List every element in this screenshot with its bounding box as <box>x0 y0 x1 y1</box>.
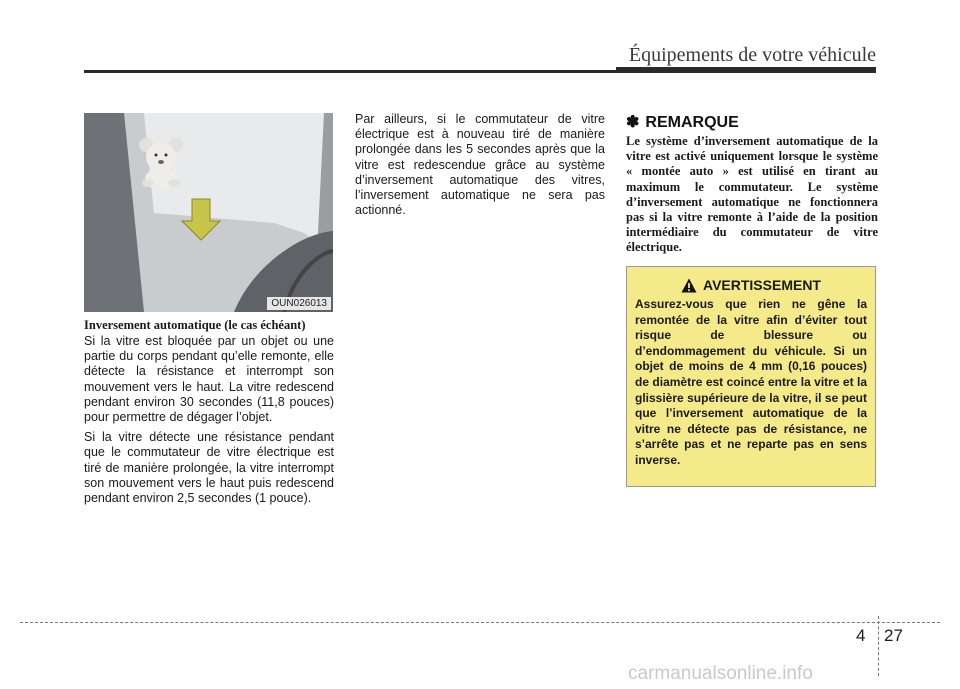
warning-text: Assurez-vous que rien ne gêne la remontée de la vitre afin d’éviter tout risque de blessure ou d’endommagement du véhicule. Si un objet de moins de 4 mm (0,16 pouces) de diamètre est coincé entre la vitre et la glissière supérieure de la vitre, il se peut que l’inversement automatique de la vitre ne détecte pas de résistance, ne s’arrête pas et ne reparte pas en sens inverse. <box>635 297 867 467</box>
paragraph: Si la vitre détecte une résistance pendant que le commutateur de vitre électrique est tiré de manière prolongée, la vitre interrompt son mouvement vers le haut puis redescend pendant environ 2,5 secondes (1 pouce). <box>84 430 334 506</box>
column-2-text <box>355 112 605 223</box>
warning-triangle-icon <box>681 278 697 293</box>
warning-header <box>635 277 867 293</box>
section-title: Équipements de votre véhicule <box>628 44 876 66</box>
figure-code: OUN026013 <box>267 297 331 310</box>
header-rule-thick <box>616 67 876 73</box>
asterisk-icon: ✽ <box>626 114 640 131</box>
paragraph: Par ailleurs, si le commutateur de vitre électrique est à nouveau tiré de manière prolongée dans les 5 secondes après que la vitre est redescendue grâce au système d’inversement automatique des vitres, l’inversement automatique ne sera pas actionné. <box>355 112 605 218</box>
remark-text: Le système d’inversement automatique de la vitre est activé uniquement lorsque le système « montée auto » est utilisé en tirant au maximum le commutateur. Le système d’inversement automatique ne fonctionnera pas si la vitre remonte à l’aide de la position intermédiaire du commutateur de vitre électrique. <box>626 134 878 255</box>
paragraph: Si la vitre est bloquée par un objet ou une partie du corps pendant qu’elle remonte, elle détecte la résistance et interrompt son mouvement vers le haut. La vitre redescend pendant environ 30 secondes (11,8 pouces) pour permettre de dégager l’objet. <box>84 334 334 425</box>
car-window-illustration <box>84 113 333 312</box>
remark-heading <box>626 112 739 132</box>
footer-rule <box>20 622 940 623</box>
watermark: carmanualsonline.info <box>628 663 813 684</box>
column-1-text <box>84 334 334 511</box>
remark-title: REMARQUE <box>645 114 739 131</box>
illustration-window-reverse <box>84 113 333 312</box>
chapter-number: 4 <box>856 626 866 645</box>
page-number: 27 <box>884 626 903 645</box>
page-separator <box>878 616 879 676</box>
warning-box <box>626 266 876 487</box>
figure-caption: Inversement automatique (le cas échéant) <box>84 318 306 332</box>
warning-title: AVERTISSEMENT <box>703 277 821 293</box>
